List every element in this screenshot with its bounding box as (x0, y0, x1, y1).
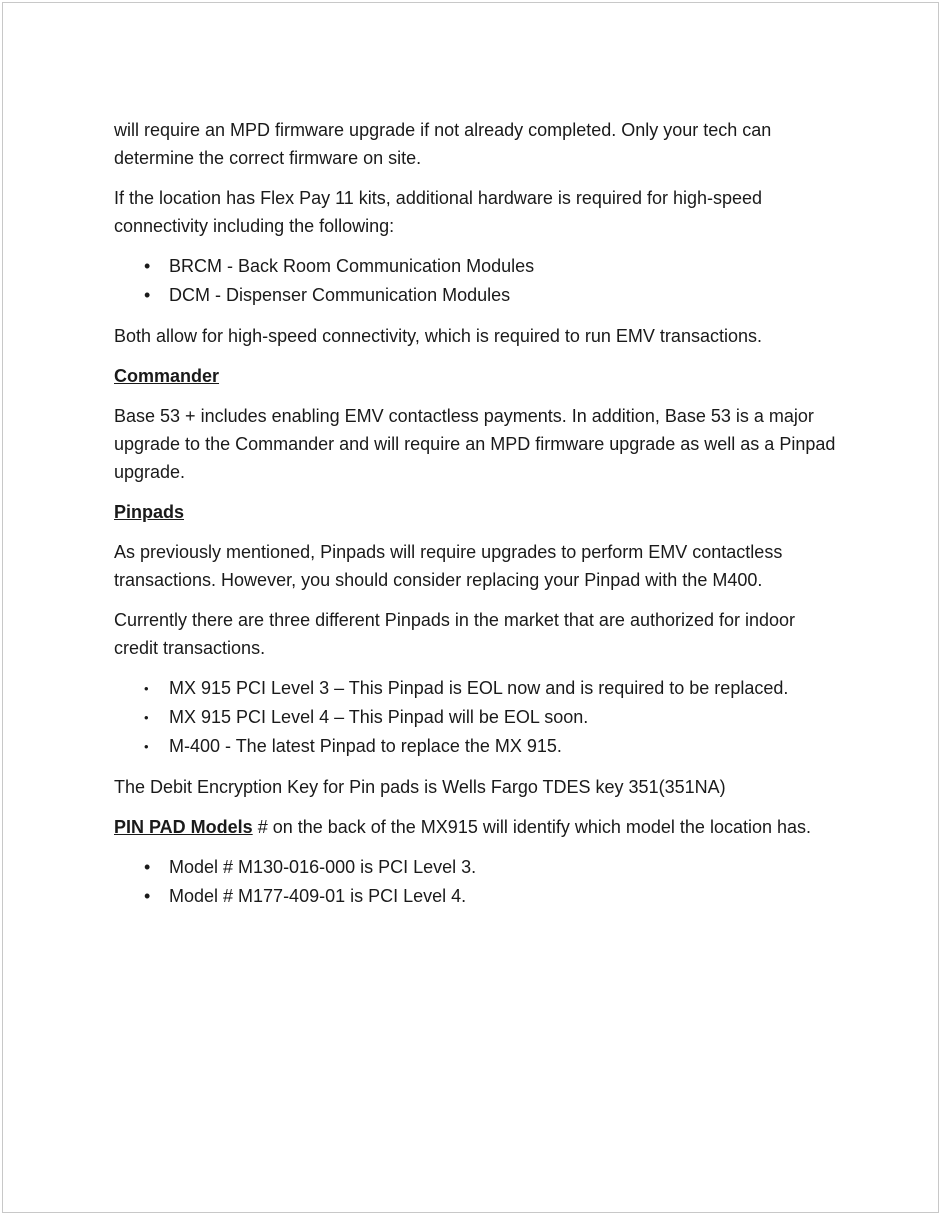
paragraph-base-53: Base 53 + includes enabling EMV contactless payments. In addition, Base 53 is a major upgrade to the Commander and will require an MPD firmware upgrade as well as a Pinpad upgrade. (114, 406, 836, 482)
bullet-icon: • (144, 739, 149, 754)
paragraph-flex-pay: If the location has Flex Pay 11 kits, additional hardware is required for high-speed connectivity including the following: (114, 188, 763, 236)
paragraph-debit-key: The Debit Encryption Key for Pin pads is Wells Fargo TDES key 351(351NA) (114, 777, 726, 797)
list-item: • MX 915 PCI Level 3 – This Pinpad is EOL now and is required to be replaced. (114, 674, 844, 703)
document-page (2, 2, 939, 1213)
document-body (114, 116, 844, 923)
paragraph-firmware: will require an MPD firmware upgrade if not already completed. Only your tech can determine the correct firmware on site. (114, 120, 772, 168)
bullet-icon: • (144, 886, 151, 906)
list-item: • BRCM - Back Room Communication Modules (114, 252, 844, 281)
heading-pinpads: Pinpads (114, 502, 185, 522)
pin-pad-models-text: # on the back of the MX915 will identify which model the location has. (252, 817, 812, 837)
list-item: • M-400 - The latest Pinpad to replace the MX 915. (114, 732, 844, 761)
bullet-icon: • (144, 285, 151, 305)
paragraph-pinpad-upgrades: As previously mentioned, Pinpads will require upgrades to perform EMV contactless transactions. However, you should consider replacing your Pinpad with the M400. (114, 542, 783, 590)
list-item: • Model # M130-016-000 is PCI Level 3. (114, 853, 844, 882)
heading-pin-pad-models: PIN PAD Models (114, 817, 253, 837)
pinpad-list (114, 674, 844, 761)
bullet-icon: • (144, 857, 151, 877)
hardware-list (114, 252, 844, 310)
paragraph-pin-pad-models (114, 813, 844, 841)
paragraph-three-pinpads: Currently there are three different Pinpads in the market that are authorized for indoor credit transactions. (114, 610, 796, 658)
heading-commander: Commander (114, 366, 220, 386)
paragraph-connectivity: Both allow for high-speed connectivity, which is required to run EMV transactions. (114, 326, 762, 346)
list-item: • MX 915 PCI Level 4 – This Pinpad will be EOL soon. (114, 703, 844, 732)
models-list (114, 853, 844, 911)
list-item: • DCM - Dispenser Communication Modules (114, 281, 844, 310)
bullet-icon: • (144, 256, 151, 276)
list-item: • Model # M177-409-01 is PCI Level 4. (114, 882, 844, 911)
bullet-icon: • (144, 681, 149, 696)
bullet-icon: • (144, 710, 149, 725)
